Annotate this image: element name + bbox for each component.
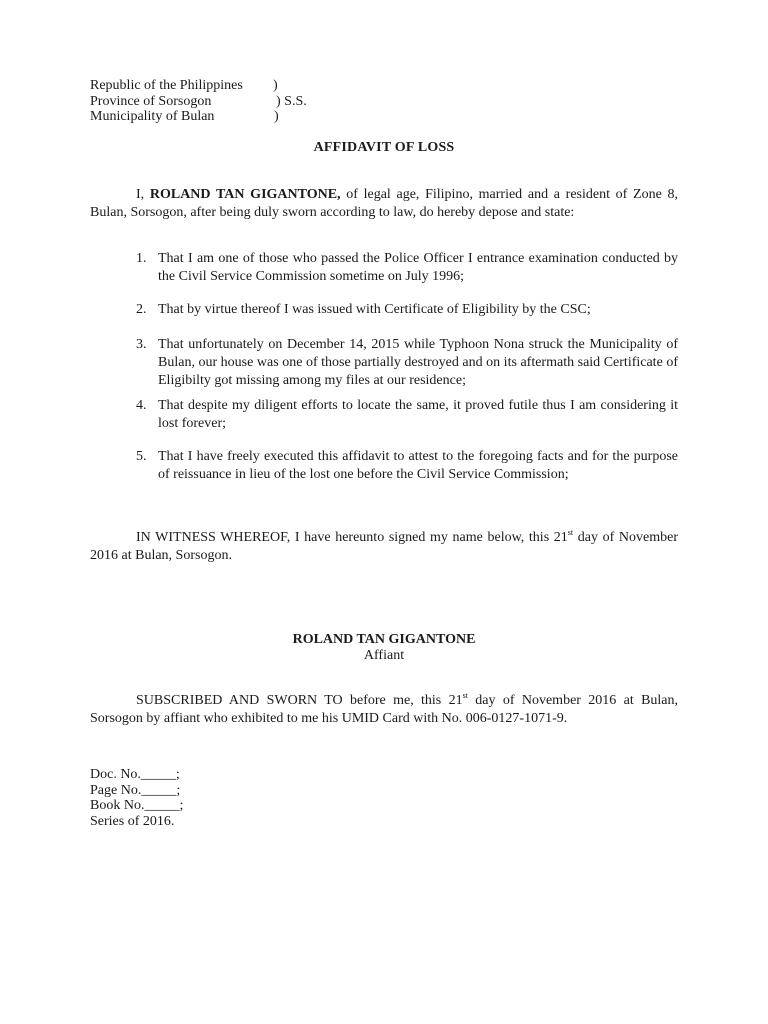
- item-text: That I have freely executed this affidavit to attest to the foregoing facts and for the purpose of reissuance in lieu of the lost one before the Civil Service Commission;: [158, 449, 678, 482]
- item-text: That despite my diligent efforts to locate the same, it proved futile thus I am considering it lost forever;: [158, 398, 678, 431]
- witness-text-after: day of November 2016 at Bulan, Sorsogon.: [90, 530, 678, 563]
- signatory-role: Affiant: [363, 648, 405, 663]
- statement-item-4: [136, 397, 678, 433]
- venue-label: Municipality of Bulan: [90, 109, 215, 124]
- witness-paragraph: [90, 529, 678, 565]
- intro-text: of legal age, Filipino, married and a resident of Zone 8, Bulan, Sorsogon, after being duly sworn according to law, do hereby depose and state:: [90, 187, 678, 220]
- signature-block: [0, 632, 768, 664]
- statement-item-1: [136, 250, 678, 286]
- item-number: 5.: [136, 449, 147, 464]
- item-text: That by virtue thereof I was issued with Certificate of Eligibility by the CSC;: [158, 302, 591, 317]
- intro-prefix: I,: [136, 187, 150, 202]
- witness-ordinal: st: [567, 528, 574, 537]
- jurat-ordinal: st: [462, 691, 468, 700]
- item-text: That unfortunately on December 14, 2015 while Typhoon Nona struck the Municipality of Bulan, our house was one of those partially destroyed and on its aftermath said Certificate of Eligibilty got missing among my files at our residence;: [158, 337, 678, 388]
- witness-text-before: IN WITNESS WHEREOF, I have hereunto signed my name below, this 21: [136, 530, 568, 545]
- jurat-paragraph: [90, 692, 678, 728]
- venue-label: Province of Sorsogon: [90, 93, 212, 109]
- affiant-name: ROLAND TAN GIGANTONE,: [149, 187, 341, 202]
- item-number: 1.: [136, 251, 147, 266]
- venue-mark: ) S.S.: [276, 93, 307, 109]
- document-title: AFFIDAVIT OF LOSS: [313, 140, 455, 155]
- intro-paragraph: [90, 186, 678, 222]
- venue-mark: ): [273, 78, 278, 93]
- venue-label: Republic of the Philippines: [90, 78, 243, 93]
- page-number: Page No._____;: [90, 782, 181, 798]
- notarial-register: [90, 767, 183, 829]
- statement-item-5: [136, 448, 678, 484]
- venue-mark: ): [274, 109, 279, 124]
- jurat-text-before: SUBSCRIBED AND SWORN TO before me, this 21: [136, 693, 463, 708]
- venue-line-republic: [90, 78, 278, 94]
- series-year: Series of 2016.: [90, 813, 175, 829]
- book-number: Book No._____;: [90, 798, 184, 813]
- item-text: That I am one of those who passed the Police Officer I entrance examination conducted by the Civil Service Commission sometime on July 1996;: [158, 251, 678, 284]
- venue-line-province: [90, 93, 307, 110]
- signatory-name: ROLAND TAN GIGANTONE: [292, 632, 476, 647]
- venue-block: [90, 78, 307, 125]
- item-number: 3.: [136, 337, 147, 352]
- item-number: 4.: [136, 398, 147, 413]
- statement-item-3: [136, 336, 678, 390]
- doc-number: Doc. No._____;: [90, 767, 180, 782]
- jurat-text-after: day of November 2016 at Bulan, Sorsogon by affiant who exhibited to me his UMID Card with No. 006-0127-1071-9.: [90, 693, 679, 726]
- venue-line-municipality: [90, 109, 279, 125]
- statement-item-2: [136, 301, 678, 319]
- item-number: 2.: [136, 302, 147, 317]
